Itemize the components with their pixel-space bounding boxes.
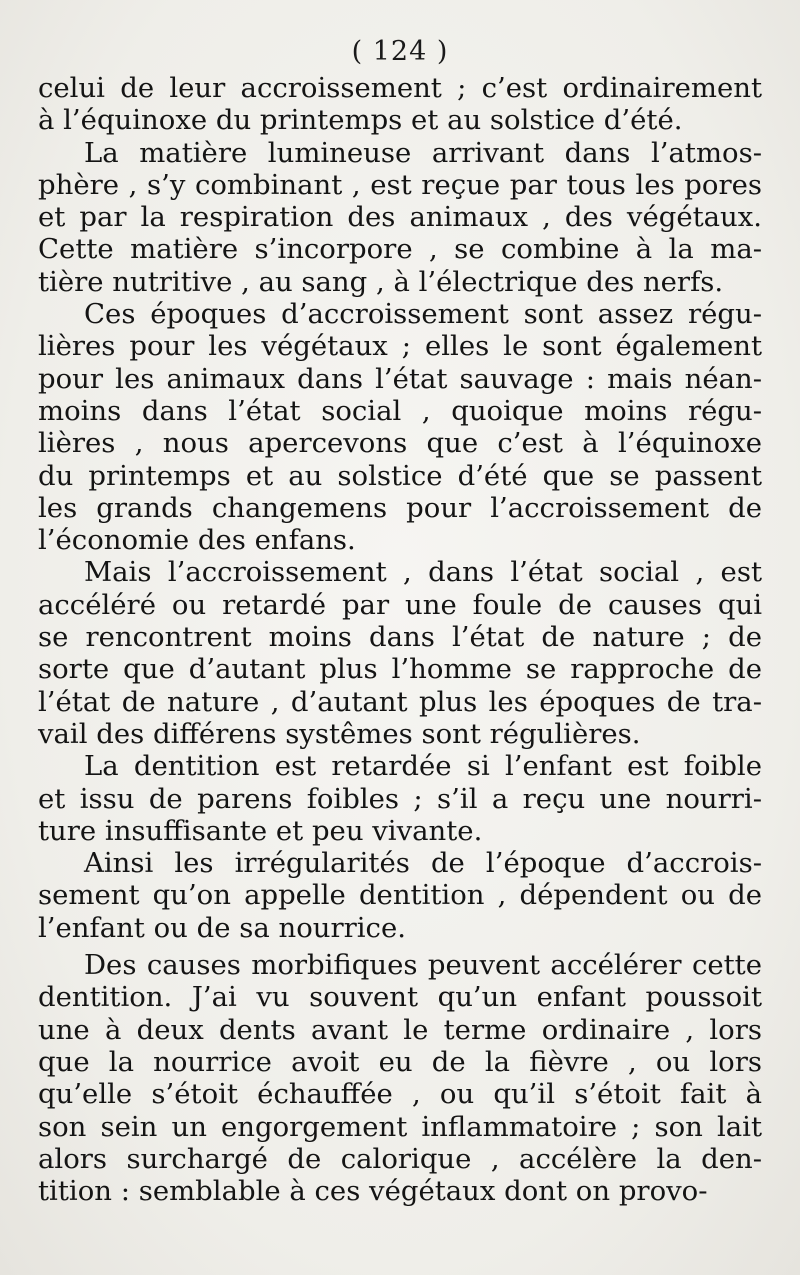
text-line: ture insuffisante et peu vivante. [38,814,483,847]
text-line: sement qu’on appelle dentition , dépendent ou de [38,879,762,912]
text-line: son sein un engorgement inflammatoire ; son lait [38,1110,762,1143]
text-line: sorte que d’autant plus l’homme se rapproche de [38,653,762,686]
text-line: se rencontrent moins dans l’état de nature ; de [38,621,762,654]
text-line: et par la respiration des animaux , des végétaux. [38,201,762,234]
text-line: pour les animaux dans l’état sauvage : mais néan- [38,362,762,395]
text-line: l’économie des enfans. [38,524,356,557]
text-line: Ces époques d’accroissement sont assez régu- [84,298,762,331]
text-line: et issu de parens foibles ; s’il a reçu une nourri- [38,782,762,815]
paragraph [38,556,762,750]
text-line: les grands changemens pour l’accroissement de [38,491,762,524]
text-line: Cette matière s’incorpore , se combine à la ma- [38,233,762,266]
paragraph [38,72,762,137]
paragraph [38,949,762,1207]
text-line: Mais l’accroissement , dans l’état social , est [84,556,762,589]
text-line: La matière lumineuse arrivant dans l’atmos- [84,136,762,169]
text-line: dentition. J’ai vu souvent qu’un enfant poussoit [38,981,762,1014]
paragraph [38,750,762,847]
text-line: l’enfant ou de sa nourrice. [38,911,406,944]
paragraph [38,298,762,556]
text-line: tition : semblable à ces végétaux dont on provo- [38,1175,708,1208]
text-line: qu’elle s’étoit échauffée , ou qu’il s’étoit fait à [38,1078,762,1111]
text-line: alors surchargé de calorique , accélère la den- [38,1142,762,1175]
text-line: Des causes morbifiques peuvent accélérer cette [84,949,762,982]
text-line: moins dans l’état social , quoique moins régu- [38,394,762,427]
paragraph [38,847,762,944]
text-line: phère , s’y combinant , est reçue par tous les pores [38,168,762,201]
text-line: du printemps et au solstice d’été que se passent [38,459,762,492]
text-line: lières , nous apercevons que c’est à l’équinoxe [38,427,762,460]
text-line: vail des différens systêmes sont régulières. [38,717,641,750]
text-line: La dentition est retardée si l’enfant est foible [84,750,762,783]
text-line: une à deux dents avant le terme ordinaire , lors [38,1013,762,1046]
body-text [38,72,762,1207]
text-line: l’état de nature , d’autant plus les époques de tra- [38,685,762,718]
page-number: ( 124 ) [351,36,449,67]
text-line: celui de leur accroissement ; c’est ordinairement [38,72,762,104]
paragraph [38,137,762,298]
text-line: accéléré ou retardé par une foule de causes qui [38,588,762,621]
text-line: Ainsi les irrégularités de l’époque d’accrois- [84,847,762,880]
text-line: lières pour les végétaux ; elles le sont également [38,330,762,363]
text-line: à l’équinoxe du printemps et au solstice d’été. [38,104,683,137]
text-line: que la nourrice avoit eu de la fièvre , ou lors [38,1045,762,1078]
text-line: tière nutritive , au sang , à l’électrique des nerfs. [38,265,724,298]
